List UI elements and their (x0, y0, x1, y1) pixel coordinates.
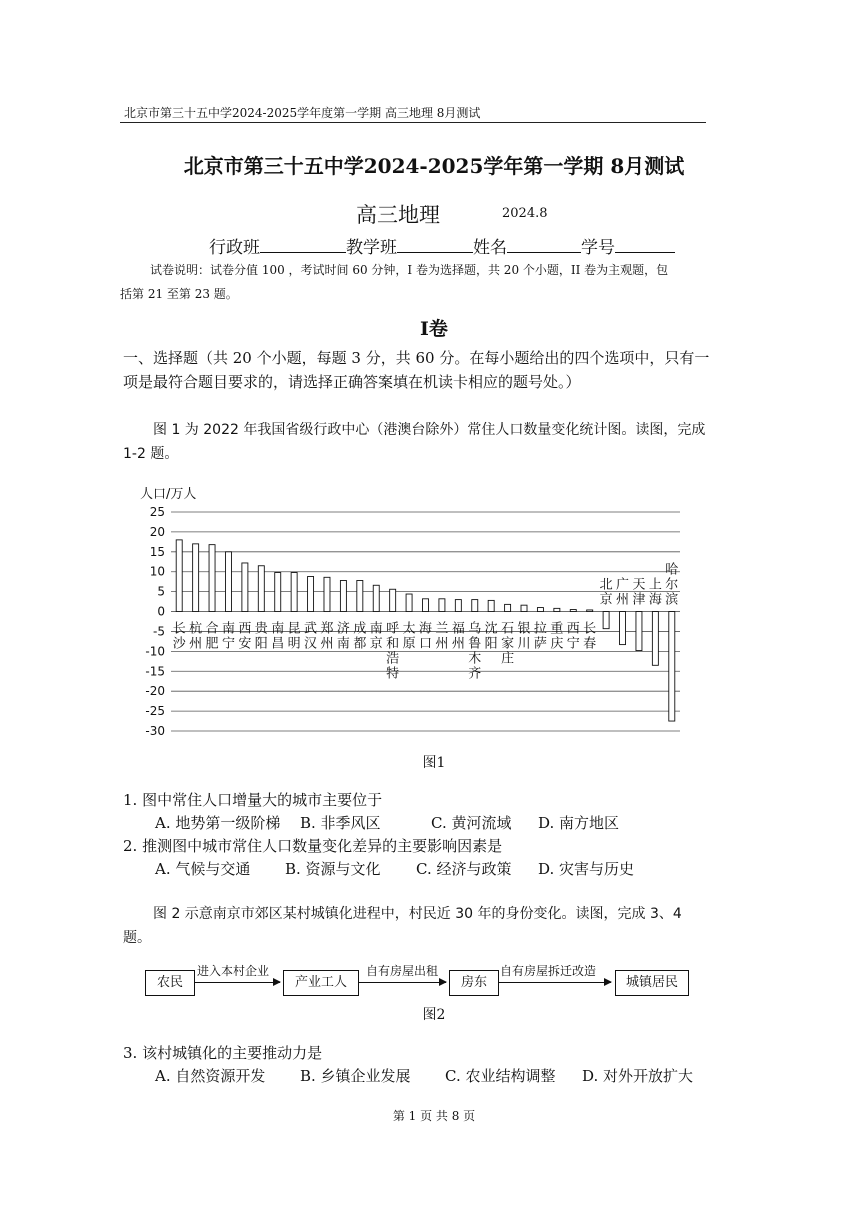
category-label-char: 滨 (665, 592, 679, 608)
category-label-char: 州 (320, 636, 334, 652)
category-label-char: 沈 (484, 621, 498, 637)
category-label-char: 昌 (271, 636, 285, 652)
q2-option-c[interactable]: C. 经济与政策 (416, 860, 512, 878)
category-label-char: 拉 (533, 621, 547, 637)
category-label-char: 州 (451, 636, 465, 652)
student-id-label: 学号 (581, 238, 615, 258)
q2-option-a[interactable]: A. 气候与交通 (155, 860, 251, 878)
section-intro: 一、选择题（共 20 个小题，每题 3 分，共 60 分。在每小题给出的四个选项中，只有一项是最符合题目要求的，请选择正确答案填在机读卡相应的题号处。） (123, 349, 710, 391)
bar (488, 600, 494, 611)
y-tick-label: 10 (149, 564, 165, 579)
category-label-char: 宁 (221, 636, 235, 652)
bar (291, 573, 297, 612)
y-axis-label: 人口/万人 (140, 487, 197, 502)
category-label-char: 和 (386, 636, 400, 652)
category-label-char: 乌 (468, 621, 482, 637)
bar (587, 610, 593, 612)
category-label-char: 汉 (304, 636, 318, 652)
category-label-char: 上 (648, 577, 662, 593)
category-label-char: 广 (616, 577, 630, 593)
bar (505, 604, 511, 611)
bar (275, 573, 281, 612)
bar (193, 544, 199, 612)
category-label-char: 都 (353, 636, 367, 652)
category-label-char: 庄 (501, 651, 515, 667)
category-label-char: 明 (287, 636, 301, 652)
bar (636, 612, 642, 651)
category-label-char: 长 (172, 621, 186, 637)
category-label-char: 木 (468, 651, 482, 667)
question-3-stem: 3. 该村城镇化的主要推动力是 (123, 1044, 323, 1062)
bar (225, 552, 231, 612)
y-tick-label: -25 (145, 704, 165, 719)
category-label-char: 口 (418, 636, 433, 652)
category-label-char: 海 (648, 592, 662, 608)
name-label: 姓名 (473, 238, 507, 258)
flow-box-farmer: 农民 (145, 970, 195, 996)
flow-label-2: 自有房屋出租 (366, 964, 439, 978)
y-tick-label: -5 (153, 624, 165, 639)
bar (340, 580, 346, 611)
bar (620, 612, 626, 645)
category-label-char: 合 (205, 621, 219, 637)
category-label-char: 原 (402, 636, 416, 652)
bar (652, 612, 658, 666)
q3-option-c[interactable]: C. 农业结构调整 (445, 1067, 556, 1085)
flow-label-3: 自有房屋拆迁改造 (500, 964, 597, 978)
bar (603, 612, 609, 629)
y-tick-label: 5 (157, 584, 165, 599)
exam-note-line1: 试卷说明：试卷分值 100 ，考试时间 60 分钟，I 卷为选择题，共 20 个小题，II 卷为主观题，包 (150, 263, 669, 277)
bar (521, 605, 527, 611)
category-label-char: 京 (599, 592, 613, 608)
q1-option-a[interactable]: A. 地势第一级阶梯 (155, 814, 281, 832)
exam-title: 北京市第三十五中学2024-2025学年第一学期 8月测试 (183, 154, 685, 178)
bar (455, 600, 461, 612)
q3-option-a[interactable]: A. 自然资源开发 (155, 1067, 266, 1085)
category-label-char: 济 (336, 621, 350, 637)
category-label-char: 兰 (435, 621, 449, 637)
category-label-char: 川 (517, 636, 531, 652)
flow-box-resident: 城镇居民 (615, 970, 689, 996)
category-label-char: 阳 (484, 636, 498, 652)
category-label-char: 州 (435, 636, 449, 652)
category-label-char: 尔 (665, 577, 679, 593)
category-label-char: 沙 (172, 636, 186, 652)
bar (390, 589, 396, 611)
fig1-intro: 图 1 为 2022 年我国省级行政中心（港澳台除外）常住人口数量变化统计图。读图，完成 1-2 题。 (123, 422, 706, 462)
page-header: 北京市第三十五中学2024-2025学年度第一学期 高三地理 8月测试 (124, 106, 481, 120)
category-label-char: 阳 (254, 636, 268, 652)
category-label-char: 贵 (254, 621, 268, 637)
q1-option-b[interactable]: B. 非季风区 (300, 814, 381, 832)
category-label-char: 庆 (550, 636, 564, 652)
y-tick-label: -20 (145, 684, 165, 699)
category-label-char: 太 (402, 621, 416, 637)
bar (242, 563, 248, 612)
category-label-char: 福 (451, 621, 465, 637)
bar (669, 612, 675, 722)
y-tick-label: -10 (145, 644, 165, 659)
category-label-char: 津 (632, 592, 646, 608)
flow-arrow-3 (498, 982, 611, 983)
bar (258, 566, 264, 612)
exam-note-line2: 括第 21 至第 23 题。 (120, 287, 238, 301)
fig1-caption: 图1 (422, 755, 446, 771)
q1-option-d[interactable]: D. 南方地区 (538, 814, 620, 832)
bar (373, 585, 379, 611)
category-label-char: 呼 (386, 621, 400, 637)
bar (537, 608, 543, 612)
y-tick-label: 20 (149, 524, 165, 539)
category-label-char: 南 (271, 621, 285, 637)
category-label-char: 重 (550, 621, 564, 637)
category-label-char: 哈 (665, 562, 679, 578)
y-tick-label: -15 (145, 664, 165, 679)
bar (308, 577, 314, 612)
category-label-char: 南 (369, 621, 383, 637)
bar (176, 540, 182, 612)
page-footer: 第 1 页 共 8 页 (392, 1109, 476, 1123)
category-label-char: 萨 (533, 636, 547, 652)
bar (472, 600, 478, 612)
flow-label-1: 进入本村企业 (197, 964, 270, 978)
category-label-char: 鲁 (468, 636, 482, 652)
q2-option-d[interactable]: D. 灾害与历史 (538, 860, 635, 878)
category-label-char: 海 (418, 621, 433, 637)
category-label-char: 特 (386, 666, 400, 682)
bar (324, 577, 330, 611)
fig2-caption: 图2 (422, 1007, 446, 1023)
category-label-char: 北 (599, 577, 613, 593)
class-label: 行政班 (209, 238, 260, 258)
category-label-char: 银 (517, 621, 531, 637)
category-label-char: 石 (501, 621, 515, 637)
category-label-char: 齐 (468, 666, 482, 682)
category-label-char: 长 (583, 621, 597, 637)
category-label-char: 昆 (287, 621, 301, 637)
y-tick-label: 15 (149, 544, 165, 559)
y-tick-label: 0 (157, 604, 165, 619)
subject-title: 高三地理 (356, 203, 440, 227)
category-label-char: 京 (369, 636, 383, 652)
bar (209, 545, 215, 612)
category-label-char: 西 (566, 621, 580, 637)
category-label-char: 成 (353, 621, 367, 637)
bar (423, 599, 429, 612)
flow-arrow-1 (194, 982, 280, 983)
category-label-char: 宁 (566, 636, 580, 652)
category-label-char: 浩 (386, 651, 400, 667)
q3-option-b[interactable]: B. 乡镇企业发展 (300, 1067, 411, 1085)
category-label-char: 州 (616, 592, 630, 608)
flow-box-landlord: 房东 (449, 970, 499, 996)
bar (406, 594, 412, 612)
bar (439, 599, 445, 612)
flow-arrow-2 (358, 982, 446, 983)
category-label-char: 西 (238, 621, 252, 637)
category-label-char: 武 (304, 621, 318, 637)
y-tick-label: -30 (145, 724, 165, 738)
exam-date: 2024.8 (502, 206, 548, 221)
category-label-char: 春 (583, 636, 597, 652)
bar (357, 580, 363, 611)
teach-class-label: 教学班 (346, 238, 397, 258)
bar (554, 608, 560, 611)
q3-option-d[interactable]: D. 对外开放扩大 (582, 1067, 694, 1085)
y-tick-label: 25 (149, 505, 165, 519)
volume-heading: I卷 (420, 318, 448, 340)
category-label-char: 天 (632, 577, 646, 593)
question-2-stem: 2. 推测图中城市常住人口数量变化差异的主要影响因素是 (123, 837, 503, 855)
category-label-char: 南 (336, 636, 350, 652)
fig2-intro: 图 2 示意南京市郊区某村城镇化进程中，村民近 30 年的身份变化。读图，完成 3、4 题。 (123, 906, 682, 946)
category-label-char: 家 (501, 636, 515, 652)
q2-option-b[interactable]: B. 资源与文化 (285, 860, 381, 878)
category-label-char: 州 (189, 636, 203, 652)
flow-box-worker: 产业工人 (283, 970, 359, 996)
category-label-char: 肥 (205, 636, 219, 652)
category-label-char: 安 (238, 636, 252, 652)
bar (570, 610, 576, 612)
category-label-char: 杭 (189, 621, 203, 637)
question-1-stem: 1. 图中常住人口增量大的城市主要位于 (123, 791, 383, 809)
category-label-char: 郑 (320, 621, 334, 637)
category-label-char: 南 (221, 621, 235, 637)
q1-option-c[interactable]: C. 黄河流域 (431, 814, 512, 832)
